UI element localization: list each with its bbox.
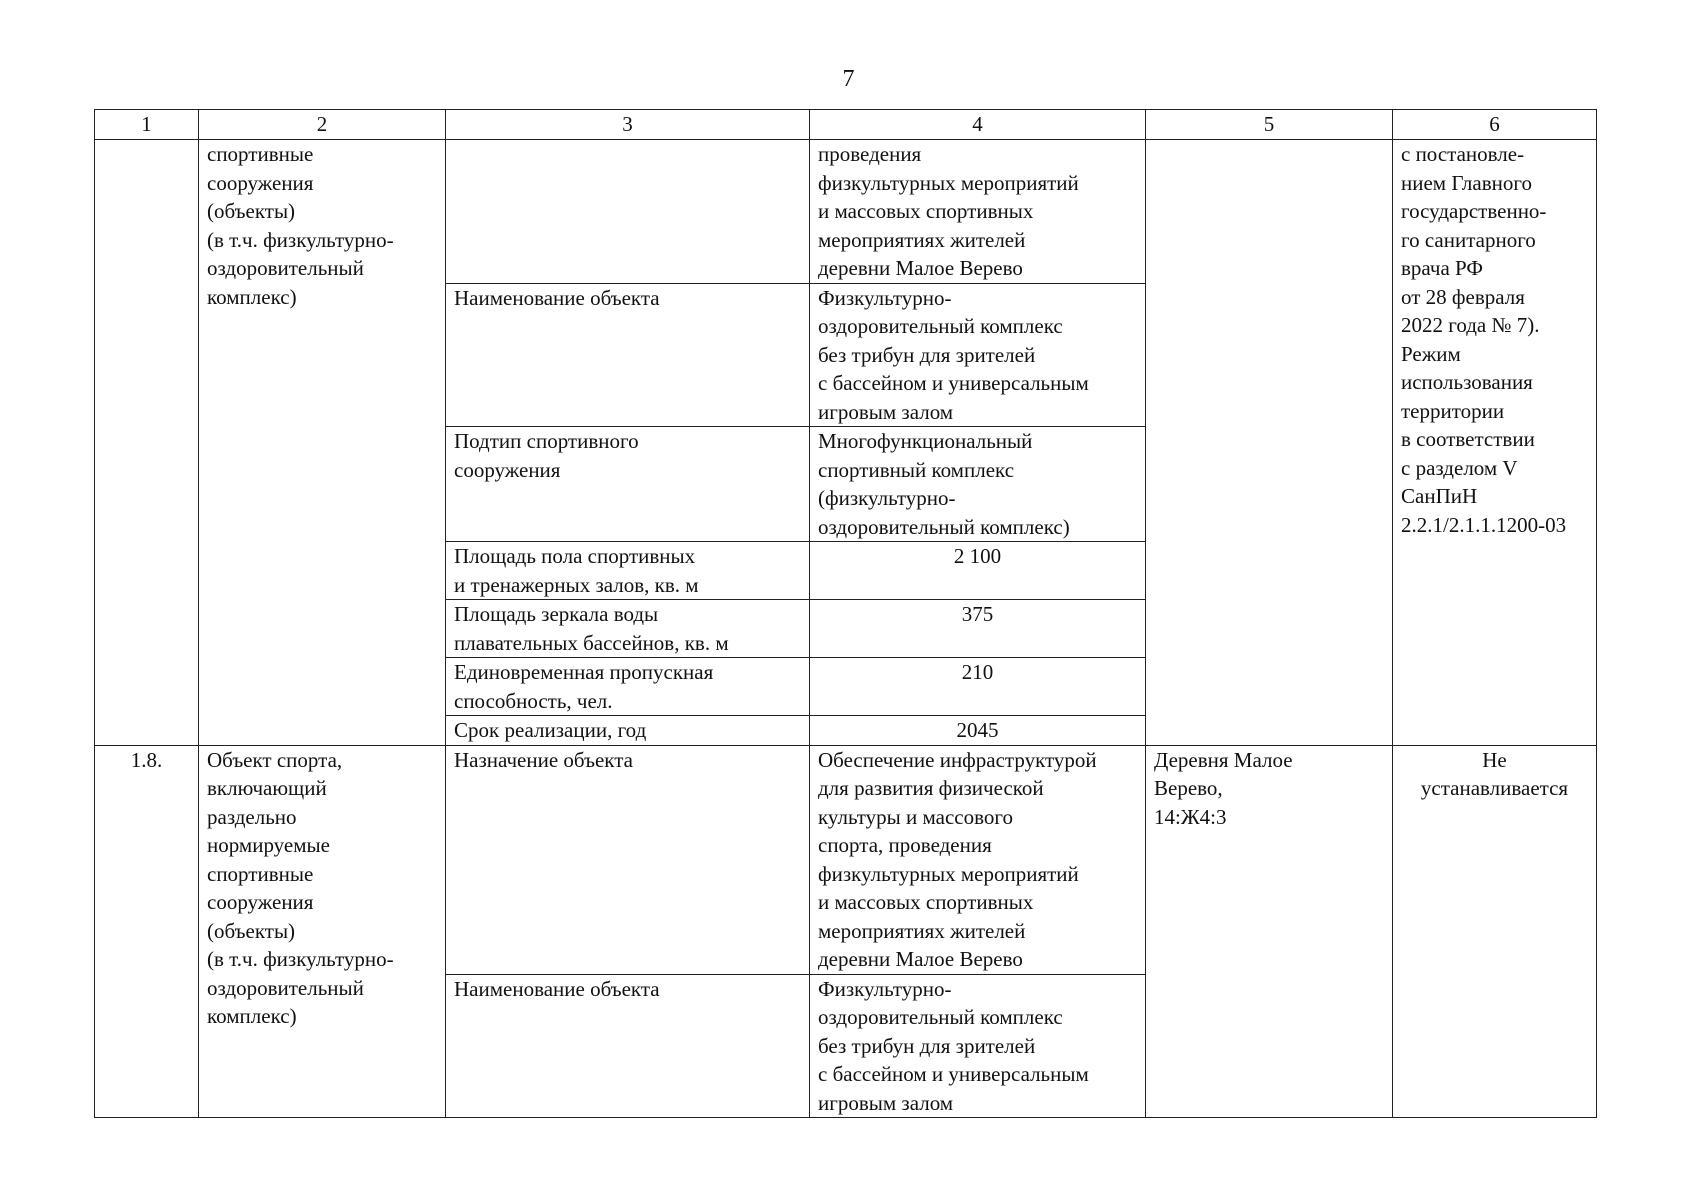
zone-cell-line: нием Главного bbox=[1401, 170, 1532, 195]
header-cell-2: 2 bbox=[199, 110, 446, 140]
object-type-cell-line: спортивные bbox=[207, 861, 314, 886]
parameter-cell-line: Назначение объекта bbox=[454, 747, 633, 772]
object-type-cell-line: (объекты) bbox=[207, 199, 296, 223]
object-type-cell-line: оздоровительный bbox=[207, 975, 364, 1000]
object-type-cell bbox=[199, 745, 446, 1118]
value-cell-line: и массовых спортивных bbox=[818, 890, 1034, 914]
zone-cell-line: использования bbox=[1401, 370, 1533, 394]
header-row bbox=[95, 110, 1597, 140]
value-cell-line: оздоровительный комплекс bbox=[818, 314, 1063, 338]
value-cell: 210 bbox=[810, 658, 1146, 716]
parameter-cell bbox=[446, 745, 810, 974]
value-cell bbox=[810, 427, 1146, 542]
table-body bbox=[95, 140, 1597, 1118]
value-cell-line: деревни Малое Верево bbox=[818, 256, 1023, 280]
object-type-cell-line: комплекс) bbox=[207, 284, 297, 309]
location-cell bbox=[1146, 745, 1393, 1118]
parameter-cell-line: способность, чел. bbox=[454, 688, 613, 713]
value-cell-line: Физкультурно- bbox=[818, 285, 952, 310]
value-cell bbox=[810, 745, 1146, 974]
parameter-cell-line: плавательных бассейнов, кв. м bbox=[454, 630, 729, 655]
parameter-cell-line: Площадь зеркала воды bbox=[454, 602, 659, 626]
object-type-cell-line: комплекс) bbox=[207, 1004, 297, 1028]
table-row bbox=[95, 140, 1597, 284]
page-number: 7 bbox=[842, 66, 855, 92]
item-number-cell bbox=[95, 140, 199, 746]
item-number-cell: 1.8. bbox=[95, 745, 199, 1118]
value-cell bbox=[810, 140, 1146, 284]
zone-cell-line: врача РФ bbox=[1401, 256, 1483, 280]
object-type-cell-line: раздельно bbox=[207, 804, 297, 829]
parameter-cell bbox=[446, 542, 810, 600]
value-cell: 2 100 bbox=[810, 542, 1146, 600]
zone-cell-line: СанПиН bbox=[1401, 484, 1478, 508]
object-type-cell-line: (в т.ч. физкультурно- bbox=[207, 947, 394, 971]
parameter-cell-line: Срок реализации, год bbox=[454, 718, 647, 742]
value-cell-line: физкультурных мероприятий bbox=[818, 170, 1079, 195]
zone-cell bbox=[1393, 140, 1597, 746]
parameter-cell-line: Наименование объекта bbox=[454, 976, 660, 1001]
zone-cell-line: государственно- bbox=[1401, 199, 1547, 223]
value-cell-line: Физкультурно- bbox=[818, 976, 952, 1001]
parameter-cell bbox=[446, 600, 810, 658]
parameter-cell bbox=[446, 974, 810, 1118]
header-cell-1: 1 bbox=[95, 110, 199, 140]
value-cell-line: спортивный комплекс bbox=[818, 457, 1015, 482]
zone-cell-line: 2.2.1/2.1.1.1200-03 bbox=[1401, 512, 1567, 537]
value-cell-line: физкультурных мероприятий bbox=[818, 861, 1079, 886]
zone-cell-line: от 28 февраля bbox=[1401, 284, 1525, 309]
zone-cell-line: Режим bbox=[1401, 341, 1461, 366]
value-cell-line: мероприятиях жителей bbox=[818, 918, 1026, 943]
header-cell-6: 6 bbox=[1393, 110, 1597, 140]
parameter-cell-line: Подтип спортивного bbox=[454, 429, 639, 453]
parameter-cell bbox=[446, 283, 810, 427]
header-cell-4: 4 bbox=[810, 110, 1146, 140]
parameter-cell-line: сооружения bbox=[454, 457, 561, 482]
zone-cell-line: территории bbox=[1401, 398, 1505, 423]
parameter-cell-line: Единовременная пропускная bbox=[454, 660, 714, 684]
value-cell-line: спорта, проведения bbox=[818, 833, 992, 857]
value-cell-line: для развития физической bbox=[818, 776, 1044, 800]
value-cell bbox=[810, 283, 1146, 427]
value-cell-line: игровым залом bbox=[818, 399, 954, 424]
location-cell-line: 14:Ж4:3 bbox=[1154, 804, 1227, 829]
object-type-cell-line: сооружения bbox=[207, 170, 314, 195]
value-cell-line: Обеспечение инфраструктурой bbox=[818, 747, 1097, 772]
value-cell-line: оздоровительный комплекс bbox=[818, 1005, 1063, 1029]
parameter-cell-line: Наименование объекта bbox=[454, 285, 660, 310]
parameter-cell bbox=[446, 716, 810, 746]
value-cell-line: без трибун для зрителей bbox=[818, 342, 1036, 367]
value-cell-line: с бассейном и универсальным bbox=[818, 1062, 1089, 1086]
value-cell: 375 bbox=[810, 600, 1146, 658]
object-type-cell-line: (в т.ч. физкультурно- bbox=[207, 227, 394, 252]
object-type-cell-line: Объект спорта, bbox=[207, 747, 343, 772]
zone-cell-line: с постановле- bbox=[1401, 142, 1525, 166]
parameter-cell-line: Площадь пола спортивных bbox=[454, 544, 696, 568]
zone-cell-line: Не bbox=[1482, 747, 1507, 772]
zone-cell bbox=[1393, 745, 1597, 1118]
value-cell-line: без трибун для зрителей bbox=[818, 1033, 1036, 1058]
value-cell-line: Многофункциональный bbox=[818, 429, 1033, 453]
zone-cell-line: с разделом V bbox=[1401, 455, 1518, 480]
location-cell-line: Деревня Малое bbox=[1154, 747, 1293, 772]
header-cell-5: 5 bbox=[1146, 110, 1393, 140]
object-type-cell-line: оздоровительный bbox=[207, 256, 364, 280]
object-type-cell bbox=[199, 140, 446, 746]
object-table bbox=[94, 109, 1597, 1118]
header-cell-3: 3 bbox=[446, 110, 810, 140]
location-cell bbox=[1146, 140, 1393, 746]
object-type-cell-line: (объекты) bbox=[207, 918, 296, 943]
zone-cell-line: в соответствии bbox=[1401, 427, 1535, 451]
value-cell-line: с бассейном и универсальным bbox=[818, 371, 1089, 395]
zone-cell-line: 2022 года № 7). bbox=[1401, 313, 1540, 337]
value-cell: 2045 bbox=[810, 716, 1146, 746]
value-cell-line: и массовых спортивных bbox=[818, 199, 1034, 223]
table-row bbox=[95, 745, 1597, 974]
value-cell-line: мероприятиях жителей bbox=[818, 227, 1026, 252]
object-type-cell-line: сооружения bbox=[207, 890, 314, 914]
object-type-cell-line: включающий bbox=[207, 776, 327, 800]
object-type-cell-line: спортивные bbox=[207, 142, 314, 166]
object-type-cell-line: нормируемые bbox=[207, 833, 330, 857]
value-cell-line: игровым залом bbox=[818, 1090, 954, 1115]
value-cell-line: культуры и массового bbox=[818, 804, 1013, 829]
value-cell-line: деревни Малое Верево bbox=[818, 947, 1023, 971]
location-cell-line: Верево, bbox=[1154, 776, 1223, 800]
value-cell bbox=[810, 974, 1146, 1118]
parameter-cell bbox=[446, 658, 810, 716]
zone-cell-line: го санитарного bbox=[1401, 227, 1536, 252]
value-cell-line: оздоровительный комплекс) bbox=[818, 514, 1070, 539]
zone-cell-line: устанавливается bbox=[1420, 776, 1569, 800]
value-cell-line: (физкультурно- bbox=[818, 486, 956, 510]
parameter-cell bbox=[446, 140, 810, 284]
value-cell-line: проведения bbox=[818, 142, 922, 166]
parameter-cell bbox=[446, 427, 810, 542]
parameter-cell-line: и тренажерных залов, кв. м bbox=[454, 572, 699, 597]
